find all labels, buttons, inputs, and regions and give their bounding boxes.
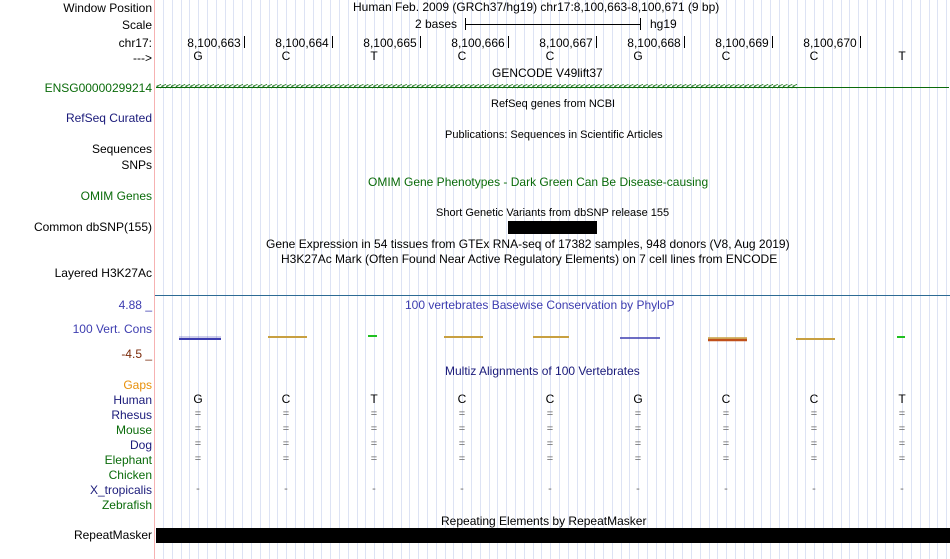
label-column-separator xyxy=(154,0,155,559)
alignment-cell: = xyxy=(898,408,906,420)
base-letter: C xyxy=(545,49,555,63)
alignment-cell: = xyxy=(370,423,378,435)
alignment-cell: T xyxy=(898,392,906,406)
alignment-cell: = xyxy=(722,408,730,420)
alignment-cell: C xyxy=(281,392,291,406)
h3k27ac-baseline xyxy=(155,295,950,296)
refseq-curated-label[interactable]: RefSeq Curated xyxy=(65,111,152,125)
alignment-cell: = xyxy=(282,438,290,450)
window-position-value[interactable]: Human Feb. 2009 (GRCh37/hg19) chr17:8,100,663-8,100,671 (9 bp) xyxy=(353,0,720,14)
base-letter: C xyxy=(457,49,467,63)
base-letter: T xyxy=(370,49,378,63)
alignment-cell: = xyxy=(810,438,818,450)
ruler-tick xyxy=(420,36,421,48)
scale-bar xyxy=(465,24,640,25)
scale-bar-right-tick xyxy=(640,18,641,30)
alignment-cell: = xyxy=(634,453,642,465)
alignment-cell: = xyxy=(282,423,290,435)
base-letter: C xyxy=(809,49,819,63)
window-position-label: Window Position xyxy=(63,1,152,15)
h3k27ac-track-title[interactable]: H3K27Ac Mark (Often Found Near Active Regulatory Elements) on 7 cell lines from ENCODE xyxy=(281,252,778,266)
alignment-cell: = xyxy=(546,423,554,435)
phylop-track-title[interactable]: 100 vertebrates Basewise Conservation by PhyloP xyxy=(405,298,675,312)
scale-label: Scale xyxy=(121,18,152,32)
repeatmasker-element[interactable] xyxy=(156,528,950,543)
alignment-cell: = xyxy=(722,438,730,450)
base-letter: C xyxy=(281,49,291,63)
alignment-cell: - xyxy=(196,483,200,495)
gencode-strand-arrows: <<<<<<<<<<<<<<<<<<<<<<<<<<<<<<<<<<<<<<<<<<<<<<<<<<<<<<<<<<<<<<<<<<<<<<<<<<<<<<<<<<<<<<<<<<<<<<<<<<<<<<<<<<<<<<<<<<<<<<<<<<<<<<<<<<<<< xyxy=(156,82,797,92)
species-label-x-tropicalis[interactable]: X_tropicalis xyxy=(89,483,152,497)
refseq-track-title[interactable]: RefSeq genes from NCBI xyxy=(491,98,616,110)
alignment-cell: - xyxy=(812,483,816,495)
alignment-cell: = xyxy=(546,438,554,450)
alignment-cell: - xyxy=(548,483,552,495)
alignment-cell: = xyxy=(810,423,818,435)
dbsnp-label[interactable]: Common dbSNP(155) xyxy=(33,220,152,234)
dbsnp-variant-feature[interactable] xyxy=(508,221,597,234)
dbsnp-track-title[interactable]: Short Genetic Variants from dbSNP release 155 xyxy=(436,207,670,219)
strand-label: ---> xyxy=(133,51,152,65)
alignment-cell: G xyxy=(633,392,643,406)
alignment-cell: = xyxy=(194,438,202,450)
sequences-label[interactable]: Sequences xyxy=(91,142,152,156)
alignment-cell: = xyxy=(194,423,202,435)
alignment-cell: = xyxy=(194,453,202,465)
alignment-cell: = xyxy=(458,408,466,420)
omim-track-title[interactable]: OMIM Gene Phenotypes - Dark Green Can Be Disease-causing xyxy=(368,175,709,189)
ruler-position-label: 8,100,664 xyxy=(275,36,329,50)
gtex-track-title[interactable]: Gene Expression in 54 tissues from GTEx RNA-seq of 17382 samples, 948 donors (V8, Aug 2019) xyxy=(266,237,790,251)
alignment-cell: = xyxy=(546,453,554,465)
alignment-cell: = xyxy=(898,453,906,465)
alignment-cell: = xyxy=(722,423,730,435)
alignment-cell: = xyxy=(458,423,466,435)
alignment-cell: = xyxy=(458,438,466,450)
base-letter: C xyxy=(721,49,731,63)
phylop-track-label[interactable]: 100 Vert. Cons xyxy=(72,322,152,336)
alignment-cell: C xyxy=(545,392,555,406)
alignment-cell: = xyxy=(898,423,906,435)
ruler-tick xyxy=(332,36,333,48)
alignment-cell: = xyxy=(634,423,642,435)
alignment-cell: - xyxy=(284,483,288,495)
ruler-position-label: 8,100,666 xyxy=(451,36,505,50)
ruler-tick xyxy=(684,36,685,48)
ruler-tick xyxy=(508,36,509,48)
alignment-cell: - xyxy=(724,483,728,495)
alignment-cell: G xyxy=(193,392,203,406)
species-label-elephant[interactable]: Elephant xyxy=(104,453,152,467)
ruler-position-label: 8,100,663 xyxy=(187,36,241,50)
ruler-position-label: 8,100,668 xyxy=(627,36,681,50)
ruler-tick xyxy=(244,36,245,48)
species-label-dog[interactable]: Dog xyxy=(129,438,152,452)
repeatmasker-label[interactable]: RepeatMasker xyxy=(73,528,152,542)
phylop-conservation-graph[interactable] xyxy=(155,330,950,346)
alignment-cell: = xyxy=(370,453,378,465)
ruler-position-label: 8,100,667 xyxy=(539,36,593,50)
alignment-cell: = xyxy=(634,408,642,420)
ruler-tick xyxy=(860,36,861,48)
alignment-cell: = xyxy=(194,408,202,420)
alignment-cell: = xyxy=(810,408,818,420)
alignment-cell: = xyxy=(634,438,642,450)
alignment-cell: C xyxy=(457,392,467,406)
snps-label[interactable]: SNPs xyxy=(121,158,152,172)
chrom-label: chr17: xyxy=(118,36,152,50)
alignment-cell: = xyxy=(458,453,466,465)
ruler-position-label: 8,100,665 xyxy=(363,36,417,50)
alignment-cell: = xyxy=(282,408,290,420)
species-label-chicken[interactable]: Chicken xyxy=(108,468,152,482)
base-letter: G xyxy=(193,49,203,63)
species-label-rhesus[interactable]: Rhesus xyxy=(111,408,152,422)
species-label-zebrafish[interactable]: Zebrafish xyxy=(101,498,152,512)
h3k27ac-label[interactable]: Layered H3K27Ac xyxy=(54,266,152,280)
alignment-cell: = xyxy=(898,438,906,450)
publications-track-title[interactable]: Publications: Sequences in Scientific Articles xyxy=(445,129,663,141)
ruler-position-label: 8,100,670 xyxy=(803,36,857,50)
alignment-cell: = xyxy=(370,438,378,450)
ruler-position-label: 8,100,669 xyxy=(715,36,769,50)
scale-assembly: hg19 xyxy=(650,17,677,31)
gencode-track-title[interactable]: GENCODE V49lift37 xyxy=(492,66,603,80)
scale-text: 2 bases xyxy=(415,17,458,31)
alignment-cell: - xyxy=(372,483,376,495)
scale-bar-left-tick xyxy=(465,18,466,30)
alignment-cell: = xyxy=(722,453,730,465)
alignment-cell: = xyxy=(546,408,554,420)
alignment-cell: - xyxy=(900,483,904,495)
alignment-cell: - xyxy=(636,483,640,495)
phylop-min-label: -4.5 _ xyxy=(121,347,152,361)
omim-genes-label[interactable]: OMIM Genes xyxy=(80,189,152,203)
ruler-tick xyxy=(772,36,773,48)
multiz-track-title[interactable]: Multiz Alignments of 100 Vertebrates xyxy=(445,364,640,378)
alignment-cell: - xyxy=(460,483,464,495)
alignment-cell: = xyxy=(282,453,290,465)
gaps-label[interactable]: Gaps xyxy=(123,378,152,392)
gencode-gene-label[interactable]: ENSG00000299214 xyxy=(44,81,152,95)
alignment-cell: T xyxy=(370,392,378,406)
ruler-tick xyxy=(596,36,597,48)
phylop-max-label: 4.88 _ xyxy=(118,298,152,312)
base-letter: T xyxy=(898,49,906,63)
alignment-cell: C xyxy=(809,392,819,406)
repeatmasker-track-title[interactable]: Repeating Elements by RepeatMasker xyxy=(441,514,647,528)
alignment-cell: = xyxy=(370,408,378,420)
alignment-cell: C xyxy=(721,392,731,406)
base-letter: G xyxy=(633,49,643,63)
species-label-human[interactable]: Human xyxy=(113,393,152,407)
species-label-mouse[interactable]: Mouse xyxy=(115,423,152,437)
alignment-cell: = xyxy=(810,453,818,465)
